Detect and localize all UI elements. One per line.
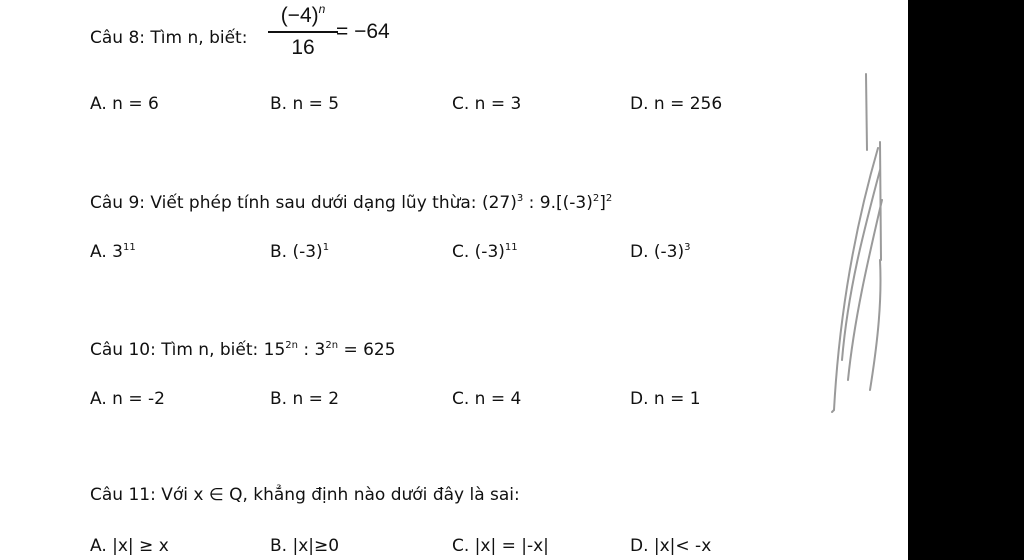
q10-expr-exp-b: 2n [325,340,339,351]
q10-question [90,340,396,360]
q9-option-a[interactable] [90,242,136,262]
q8-option-c[interactable]: C. n = 3 [452,94,522,114]
q8-option-b[interactable]: B. n = 5 [270,94,340,114]
q11-option-d[interactable]: D. |x|< -x [630,536,712,556]
q9-label: Câu 9: Viết phép tính sau dưới dạng lũy thừa: [90,193,477,213]
q8-denominator: 16 [291,35,315,59]
scribble-stroke [832,410,834,412]
q9-option-c[interactable] [452,242,518,262]
q9-option-b-base: B. (-3) [270,242,323,262]
pencil-scribble [820,60,900,420]
q9-expr-part-c: ] [599,193,606,213]
scribble-stroke [866,74,867,150]
q8-numerator-exponent: n [318,2,326,16]
q11-option-b[interactable]: B. |x|≥0 [270,536,340,556]
q9-option-c-exp: 11 [504,242,518,253]
q10-expr-part-c: = 625 [338,340,396,360]
q9-option-a-exp: 11 [122,242,136,253]
q10-expr-exp-a: 2n [285,340,298,351]
q9-expr-exp-b: 2 [592,193,600,204]
scribble-strokes [832,74,882,412]
q8-label: Câu 8: Tìm n, biết: [90,28,248,48]
q10-expression [264,340,396,360]
scribble-stroke [842,170,880,360]
q10-option-c[interactable]: C. n = 4 [452,389,522,409]
q10-option-d[interactable]: D. n = 1 [630,389,701,409]
scribble-stroke [870,260,881,390]
q9-option-d-exp: 3 [684,242,691,253]
q9-expr-part-a: (27) [481,193,517,213]
q9-option-a-base: A. 3 [90,242,123,262]
q9-option-c-base: C. (-3) [452,242,505,262]
q11-option-c[interactable]: C. |x| = |-x| [452,536,549,556]
q9-expr-part-b: : 9.[(-3) [523,193,593,213]
q9-question [90,193,612,213]
q10-label: Câu 10: Tìm n, biết: [90,340,259,360]
black-side-bar [908,0,1024,560]
q9-expr-exp-a: 3 [516,193,524,204]
q8-option-a[interactable]: A. n = 6 [90,94,159,114]
q8-rhs: = −64 [336,20,390,43]
q11-option-a[interactable]: A. |x| ≥ x [90,536,169,556]
q9-expr-exp-c: 2 [605,193,613,204]
q10-expr-part-a: 15 [263,340,286,360]
q10-expr-part-b: : 3 [298,340,326,360]
q8-option-d[interactable]: D. n = 256 [630,94,723,114]
q8-fraction [266,4,340,60]
q10-option-a[interactable]: A. n = -2 [90,389,165,409]
q10-option-b[interactable]: B. n = 2 [270,389,340,409]
q9-option-d-base: D. (-3) [630,242,685,262]
q9-expression [482,193,612,213]
q8-numerator [266,4,340,31]
q8-numerator-base: (−4) [280,4,319,27]
q11-label: Câu 11: Với x ∈ Q, khẳng định nào dưới đây là sai: [90,485,520,505]
q9-option-b[interactable] [270,242,329,262]
q9-option-d[interactable] [630,242,691,262]
scribble-stroke [834,148,878,410]
q9-option-b-exp: 1 [322,242,330,253]
